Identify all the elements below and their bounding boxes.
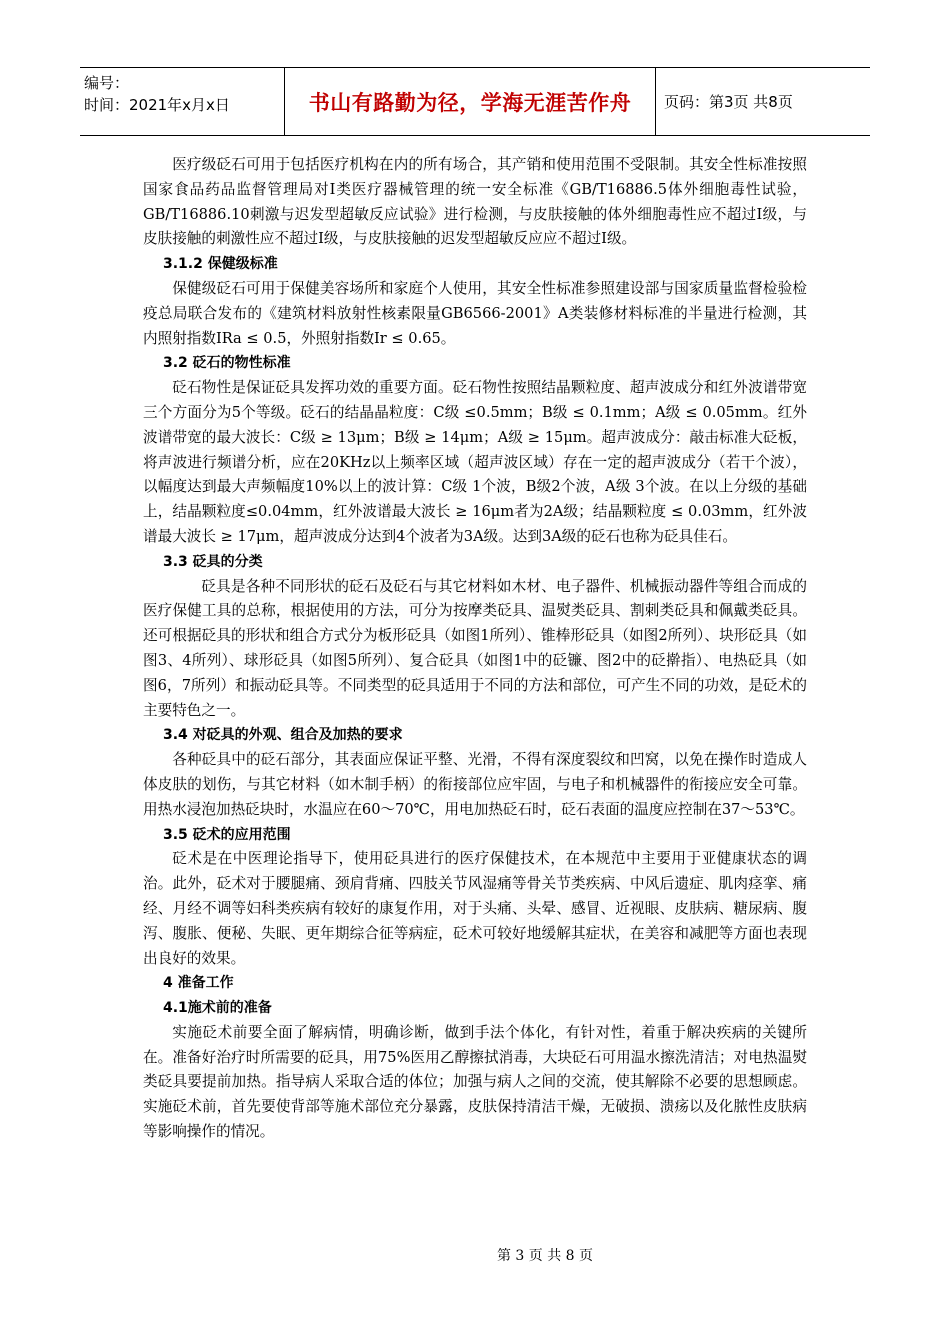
paragraph: 实施砭术前要全面了解病情，明确诊断，做到手法个体化，有针对性，着重于解决疾病的关键所在。准备好治疗时所需要的砭具，用75%医用乙醇擦拭消毒，大块砭石可用温水擦洗清洁；对电热温熨类砭具要提前加热。指导病人采取合适的体位；加强与病人之间的交流，使其解除不必要的思想顾虑。实施砭术前，首先要使背部等施术部位充分暴露，皮肤保持清洁干燥，无破损、溃疡以及化脓性皮肤病等影响操作的情况。 <box>143 1023 807 1141</box>
page-header <box>80 67 870 136</box>
section-heading: 3.2 砭石的物性标准 <box>163 355 291 372</box>
header-motto: 书山有路勤为径，学海无涯苦作舟 <box>285 68 656 135</box>
page-footer: 第 3 页 共 8 页 <box>496 1248 594 1264</box>
section-heading: 3.5 砭术的应用范围 <box>163 826 291 843</box>
paragraph: 砭石物性是保证砭具发挥功效的重要方面。砭石物性按照结晶颗粒度、超声波成分和红外波谱带宽三个方面分为5个等级。砭石的结晶晶粒度：C级 ≤0.5mm；B级 ≤ 0.1mm；A级 ≤ 0.05mm。红外波谱带宽的最大波长：C级 ≥ 13μm；B级 ≥ 14μm；A级 ≥ 15μm。超声波成分：敲击标准大砭板，将声波进行频谱分析，应在20KHz以上频率区域（超声波区域）存在一定的超声波成分（若干个波），以幅度达到最大声频幅度10%以上的波计算：C级 1个波，B级2个波，A级 3个波。在以上分级的基础上，结晶颗粒度≤0.04mm，红外波谱最大波长 ≥ 16μm者为2A级；结晶颗粒度 ≤ 0.03mm，红外波谱最大波长 ≥ 17μm，超声波成分达到4个波者为3A级。达到3A级的砭石也称为砭具佳石。 <box>143 379 807 545</box>
paragraph: 砭具是各种不同形状的砭石及砭石与其它材料如木材、电子器件、机械振动器件等组合而成的医疗保健工具的总称，根据使用的方法，可分为按摩类砭具、温熨类砭具、割刺类砭具和佩戴类砭具。还可根据砭具的形状和组合方式分为板形砭具（如图1所列）、锥棒形砭具（如图2所列）、块形砭具（如图3、4所列）、球形砭具（如图5所列）、复合砭具（如图1中的砭镰、图2中的砭擀指）、电热砭具（如图6，7所列）和振动砭具等。不同类型的砭具适用于不同的方法和部位，可产生不同的功效，是砭术的主要特色之一。 <box>143 577 807 719</box>
paragraph: 各种砭具中的砭石部分，其表面应保证平整、光滑，不得有深度裂纹和凹窝，以免在操作时造成人体皮肤的划伤，与其它材料（如木制手柄）的衔接部位应牢固，与电子和机械器件的衔接应安全可靠。用热水浸泡加热砭块时，水温应在60～70℃，用电加热砭石时，砭石表面的温度应控制在37～53℃。 <box>143 751 807 818</box>
header-page-number: 页码：第3页 共8页 <box>664 93 793 111</box>
paragraph: 医疗级砭石可用于包括医疗机构在内的所有场合，其产销和使用范围不受限制。其安全性标准按照国家食品药品监督管理局对Ⅰ类医疗器械管理的统一安全标准《GB/T16886.5体外细胞毒性试验，GB/T16886.10刺激与迟发型超敏反应试验》进行检测，与皮肤接触的体外细胞毒性应不超过Ⅰ级，与皮肤接触的刺激性应不超过Ⅰ级，与皮肤接触的迟发型超敏反应应不超过Ⅰ级。 <box>143 156 807 248</box>
section-heading: 4 准备工作 <box>163 975 234 992</box>
section-heading: 3.3 砭具的分类 <box>163 553 263 570</box>
header-meta <box>80 68 285 135</box>
document-body <box>143 153 807 1145</box>
paragraph: 砭术是在中医理论指导下，使用砭具进行的医疗保健技术，在本规范中主要用于亚健康状态的调治。此外，砭术对于腰腿痛、颈肩背痛、四肢关节风湿痛等骨关节类疾病、中风后遗症、肌肉痉挛、痛经、月经不调等妇科类疾病有较好的康复作用，对于头痛、头晕、感冒、近视眼、皮肤病、糖尿病、腹泻、腹胀、便秘、失眠、更年期综合征等病症，砭术可较好地缓解其症状，在美容和减肥等方面也表现出良好的效果。 <box>143 850 807 967</box>
section-heading: 3.1.2 保健级标准 <box>163 256 278 273</box>
subsection-heading: 4.1施术前的准备 <box>163 1000 272 1017</box>
paragraph: 保健级砭石可用于保健美容场所和家庭个人使用，其安全性标准参照建设部与国家质量监督检验检疫总局联合发布的《建筑材料放射性核素限量GB6566-2001》A类装修材料标准的半量进行检测，其内照射指数IRa ≤ 0.5，外照射指数Ir ≤ 0.65。 <box>143 279 807 347</box>
header-date: 时间：2021年x月x日 <box>84 96 230 114</box>
section-heading: 3.4 对砭具的外观、组合及加热的要求 <box>163 727 403 744</box>
header-number: 编号： <box>84 74 130 92</box>
